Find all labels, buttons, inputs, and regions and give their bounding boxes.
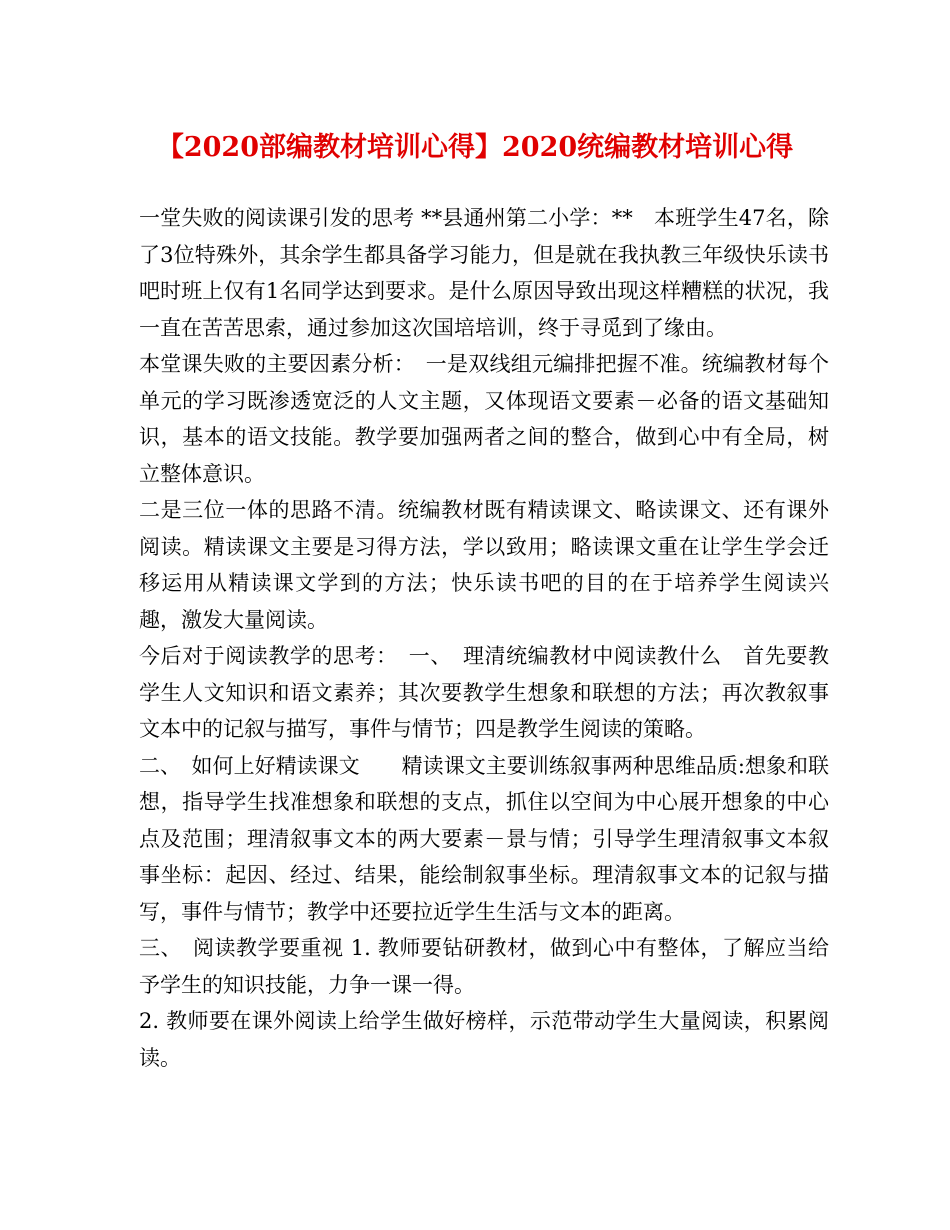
paragraph: 二是三位一体的思路不清。统编教材既有精读课文、略读课文、还有课外阅读。精读课文主要是习得方法，学以致用；略读课文重在让学生学会迁移运用从精读课文学到的方法；快乐读书吧的目的在于培养学生阅读兴趣，激发大量阅读。 <box>139 498 829 632</box>
document-title: 【2020部编教材培训心得】2020统编教材培训心得 <box>156 132 794 163</box>
paragraph: 一堂失败的阅读课引发的思考 **县通州第二小学：** 本班学生47名，除了3位特殊外，其余学生都具备学习能力，但是就在我执教三年级快乐读书吧时班上仅有1名同学达到要求。是什么原因导致出现这样糟糕的状况，我一直在苦苦思索，通过参加这次国培培训，终于寻觅到了缘由。 <box>139 206 829 340</box>
paragraph: 今后对于阅读教学的思考： 一、 理清统编教材中阅读教什么 首先要教学生人文知识和语文素养；其次要教学生想象和联想的方法；再次教叙事文本中的记叙与描写，事件与情节；四是教学生阅读的策略。 <box>139 644 829 741</box>
paragraph: 二、 如何上好精读课文 精读课文主要训练叙事两种思维品质:想象和联想，指导学生找准想象和联想的支点，抓住以空间为中心展开想象的中心点及范围；理清叙事文本的两大要素－景与情；引导学生理清叙事文本叙事坐标：起因、经过、结果，能绘制叙事坐标。理清叙事文本的记叙与描写，事件与情节；教学中还要拉近学生生活与文本的距离。 <box>139 753 829 924</box>
paragraph: 本堂课失败的主要因素分析： 一是双线组元编排把握不准。统编教材每个单元的学习既渗透宽泛的人文主题，又体现语文要素－必备的语文基础知识，基本的语文技能。教学要加强两者之间的整合，做到心中有全局，树立整体意识。 <box>139 352 829 486</box>
paragraph: 2. 教师要在课外阅读上给学生做好榜样，示范带动学生大量阅读，积累阅读。 <box>139 1009 829 1070</box>
document-body <box>139 200 829 1076</box>
paragraph: 三、 阅读教学要重视 1. 教师要钻研教材，做到心中有整体，了解应当给予学生的知识技能，力争一课一得。 <box>139 936 829 997</box>
